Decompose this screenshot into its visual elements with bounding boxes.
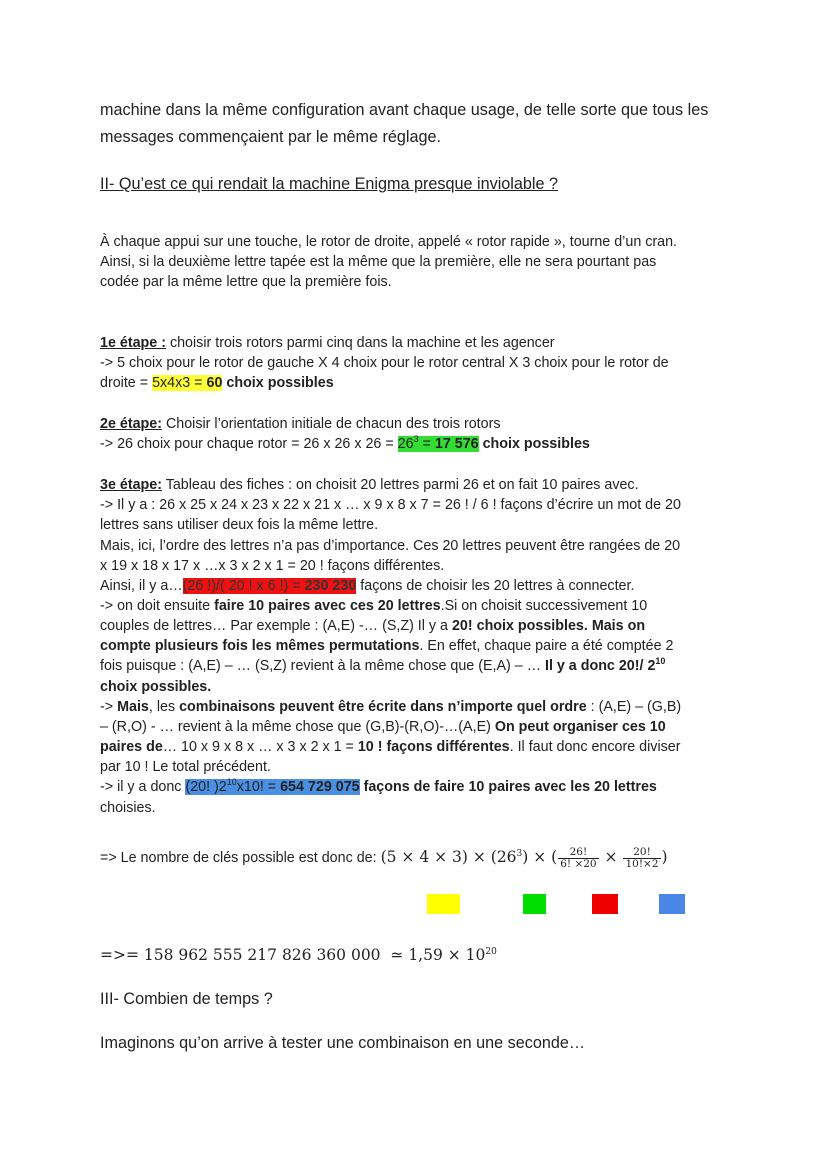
keys-formula-expression [380, 845, 668, 870]
step-1-line-3-post: choix possibles [222, 375, 334, 391]
step-3-line-14-bold-1: paires de [100, 739, 163, 755]
step-3-red-highlight-expr: (26 !)/( 20 ! x 6 !) = [182, 578, 305, 594]
step-3-line-14-bold-2: 10 ! façons différentes [357, 739, 510, 755]
step-1-highlight-value: 60 [206, 375, 223, 391]
fraction-1-denominator: 6! ×20 [560, 857, 597, 870]
step-1-label: 1e étape : [100, 335, 166, 351]
step-3-line-7-pre: -> on doit ensuite [100, 598, 215, 614]
step-2-header [100, 414, 501, 434]
step-3-red-highlight-value: 230 230 [304, 578, 357, 594]
step-2-highlight-eq: = [418, 436, 435, 452]
step-3-line-17: choisies. [100, 800, 156, 816]
step-3-line-8-pre: couples de lettres… Par exemple : (A,E) -… (S,Z) Il y a [100, 618, 452, 634]
step-3-line-13-pre: – (R,O) - … revient à la même chose que (G,B)-(R,O)-…(A,E) [100, 719, 495, 735]
step-3-line-7 [100, 596, 647, 616]
step-3-line-8 [100, 616, 645, 636]
step-3-line-7-bold: faire 10 paires avec ces 20 lettres [214, 598, 441, 614]
result-approx: ≃ 1,59 × 10 [380, 946, 486, 964]
step-1-line-2: -> 5 choix pour le rotor de gauche X 4 choix pour le rotor central X 3 choix pour le rotor de [100, 355, 669, 371]
step-3-line-6-pre: Ainsi, il y a… [100, 578, 183, 594]
step-3-line-9-bold: compte plusieurs fois les mêmes permutations [100, 638, 420, 654]
step-3-line-6 [100, 576, 634, 596]
step-2-line-2-pre: -> 26 choix pour chaque rotor = 26 x 26 x 26 = [100, 436, 398, 452]
fraction-2-numerator: 20! [623, 847, 660, 859]
step-3-line-10-pre: fois puisque : (A,E) – … (S,Z) revient à la même chose que (E,A) – … [100, 658, 545, 674]
step-3-line-10 [100, 656, 665, 676]
step-3-line-6-post: façons de choisir les 20 lettres à connecter. [356, 578, 635, 594]
step-3-header [100, 475, 639, 495]
step-2-line-2-post: choix possibles [478, 436, 590, 452]
formula-close: ) [661, 848, 668, 866]
step-3-line-8-bold: 20! choix possibles. Mais on [451, 618, 646, 634]
step-3-blue-highlight-exp: 10 [226, 777, 237, 787]
formula-exponent: 3 [516, 849, 523, 859]
section-2-para-line-1: À chaque appui sur une touche, le rotor de droite, appelé « rotor rapide », tourne d’un cran. [100, 234, 678, 250]
step-3-blue-highlight [185, 779, 359, 795]
step-3-red-highlight [183, 578, 357, 594]
step-3-blue-highlight-expr: (20! )2 [185, 779, 227, 795]
step-1-line-3 [100, 373, 334, 393]
step-2-line-2 [100, 434, 590, 454]
step-3-line-10-exp: 10 [655, 656, 666, 666]
result-prefix: =>= [100, 946, 144, 964]
step-3-blue-highlight-expr-2: x10! = [236, 779, 281, 795]
step-3-line-3: lettres sans utiliser deux fois la même lettre. [100, 517, 379, 533]
fraction-20-factorial [623, 847, 660, 870]
step-3-line-4: Mais, ici, l’ordre des lettres n’a pas d’importance. Ces 20 lettres peuvent être rangées de 20 [100, 538, 681, 554]
step-2-text: Choisir l’orientation initiale de chacun des trois rotors [161, 416, 501, 432]
step-3-blue-highlight-value: 654 729 075 [280, 779, 360, 795]
step-1-highlight-expr: 5x4x3 = [152, 375, 207, 391]
formula-part-1: (5 × 4 × 3) × (26 [380, 848, 517, 866]
keys-formula [100, 844, 668, 871]
section-2-para-line-2: Ainsi, si la deuxième lettre tapée est la même que la première, elle ne sera pourtant pas [100, 254, 657, 270]
step-3-line-14-mid: … 10 x 9 x 8 x … x 3 x 2 x 1 = [162, 739, 358, 755]
section-2-para-line-3: codée par la même lettre que la première fois. [100, 274, 392, 290]
blue-swatch [659, 894, 685, 914]
section-3-title: III- Combien de temps ? [100, 990, 273, 1008]
intro-line-2: messages commençaient par le même réglage. [100, 128, 441, 146]
step-3-line-5: x 19 x 18 x 17 x …x 3 x 2 x 1 = 20 ! façons différentes. [100, 558, 445, 574]
step-3-line-16-bold: façons de faire 10 paires avec les 20 lettres [359, 779, 657, 795]
step-1-header [100, 333, 555, 353]
step-3-line-2: -> Il y a : 26 x 25 x 24 x 23 x 22 x 21 x … x 9 x 8 x 7 = 26 ! / 6 ! façons d’écrire un mot de 20 [100, 497, 681, 513]
formula-times: × [599, 848, 623, 866]
step-1-text: choisir trois rotors parmi cinq dans la machine et les agencer [165, 335, 555, 351]
step-3-line-9 [100, 636, 673, 656]
step-3-line-12-mid: , les [148, 699, 180, 715]
section-2-title: II- Qu’est ce qui rendait la machine Enigma presque inviolable ? [100, 175, 559, 193]
step-3-line-10-bold: Il y a donc 20!/ 2 [544, 658, 656, 674]
intro-line-1: machine dans la même configuration avant chaque usage, de telle sorte que tous les [100, 101, 709, 119]
step-3-line-13 [100, 717, 666, 737]
step-3-line-15: par 10 ! Le total précédent. [100, 759, 271, 775]
fraction-2-denominator: 10!×2 [625, 857, 659, 870]
step-3-line-11-bold: choix possibles. [100, 679, 212, 695]
step-3-line-16-pre: -> il y a donc [100, 779, 186, 795]
result-line [100, 942, 497, 968]
step-3-line-12-pre: -> [100, 699, 118, 715]
formula-part-2: ) × ( [522, 848, 558, 866]
step-2-highlight [398, 436, 479, 452]
step-3-line-13-bold: On peut organiser ces 10 [494, 719, 666, 735]
step-3-line-12-bold-2: combinaisons peuvent être écrite dans n’importe quel ordre [179, 699, 587, 715]
keys-formula-intro: => Le nombre de clés possible est donc de: [100, 850, 381, 866]
fraction-26-factorial [558, 847, 598, 870]
step-2-highlight-exp: 3 [413, 434, 419, 444]
step-2-highlight-value: 17 576 [434, 436, 479, 452]
step-3-line-14-post: . Il faut donc encore diviser [509, 739, 681, 755]
step-3-line-12 [100, 697, 681, 717]
step-3-line-14 [100, 737, 680, 757]
step-3-line-12-bold-1: Mais [117, 699, 149, 715]
step-2-label: 2e étape: [100, 416, 162, 432]
green-swatch [523, 894, 546, 914]
red-swatch [592, 894, 618, 914]
step-3-line-12-post: : (A,E) – (G,B) [586, 699, 682, 715]
step-3-label: 3e étape: [100, 477, 162, 493]
step-3-line-7-post: .Si on choisit successivement 10 [440, 598, 648, 614]
step-3-text: Tableau des fiches : on choisit 20 lettres parmi 26 et on fait 10 paires avec. [161, 477, 639, 493]
step-2-highlight-base: 26 [397, 436, 414, 452]
step-3-line-11 [100, 677, 211, 697]
step-1-highlight [152, 375, 222, 391]
result-exponent: 20 [485, 947, 497, 957]
section-3-text: Imaginons qu’on arrive à tester une combinaison en une seconde… [100, 1034, 586, 1052]
step-1-line-3-pre: droite = [100, 375, 153, 391]
result-value: 158 962 555 217 826 360 000 [143, 946, 381, 964]
fraction-1-numerator: 26! [558, 847, 598, 859]
yellow-swatch [427, 894, 460, 914]
step-3-line-9-post: . En effet, chaque paire a été comptée 2 [419, 638, 674, 654]
step-3-line-16 [100, 777, 657, 797]
